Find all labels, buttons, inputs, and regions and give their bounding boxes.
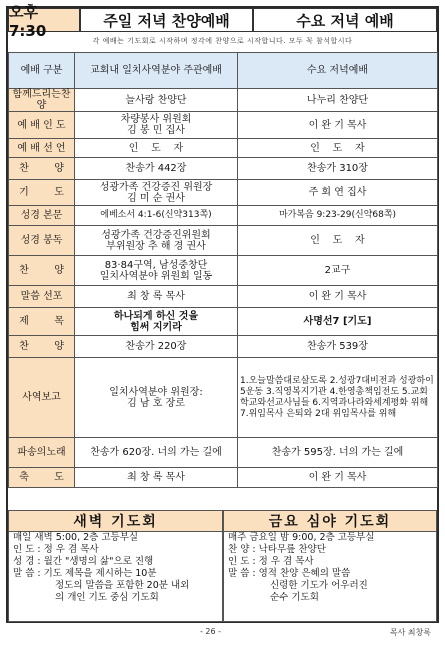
table-row [9,226,438,256]
row-label: 제 목 [9,308,75,336]
row-label: 찬 양 [9,336,75,358]
page-number: - 26 - [200,627,222,636]
sunday-cell: 에베소서 4:1-6(신약313쪽) [75,206,238,226]
table-row [9,468,438,488]
table-row [9,256,438,286]
wednesday-cell: 찬송가 595장. 너의 가는 길에 [238,438,438,468]
wednesday-cell: 인 도 자 [238,139,438,158]
sunday-cell: 늘사랑 찬양단 [75,89,238,112]
wednesday-cell: 마가복음 9:23-29(신약68쪽) [238,206,438,226]
table-header-row [9,53,438,89]
service-order-table [8,52,438,488]
notice-text: 각 예배는 기도회로 시작하며 정각에 찬양으로 시작합니다. 모두 꼭 참석합시다 [92,37,353,45]
sunday-cell: 찬송가 220장 [75,336,238,358]
row-label: 찬 양 [9,158,75,180]
sunday-cell: 최 창 록 목사 [75,286,238,308]
table-row [9,89,438,112]
dawn-line: 정도의 말씀을 포함한 20분 내외 [55,580,190,591]
wednesday-cell: 2교구 [238,256,438,286]
table-row [9,308,438,336]
dawn-line: 매일 새벽 5:00, 2층 고등부실 [13,532,139,543]
row-label: 파송의노래 [9,438,75,468]
friday-line: 순수 기도회 [270,592,319,603]
sunday-cell: 차량봉사 위원회 김 봉 민 집사 [75,112,238,139]
table-row [9,286,438,308]
wednesday-sermon-title: 사명선7 [기도] [238,308,438,336]
sunday-cell: 찬송가 442장 [75,158,238,180]
sunday-cell: 성광가족 건강증진 위원장 김 미 순 권사 [75,180,238,206]
dawn-line: 의 개인 기도 중심 기도회 [55,592,159,603]
row-label: 함께드리는찬양 [9,89,75,112]
wednesday-cell: 나누리 찬양단 [238,89,438,112]
sunday-cell: 찬송가 620장. 너의 가는 길에 [75,438,238,468]
row-label: 축 도 [9,468,75,488]
table-row [9,180,438,206]
wednesday-service-title: 수요 저녁 예배 [253,8,437,32]
dawn-line: 성 경 : 월간 "생명의 삶"으로 진행 [13,556,154,567]
wednesday-cell: 찬송가 539장 [238,336,438,358]
row-label: 사역보고 [9,358,75,438]
prayer-topics: 1.오늘말씀대로살도록 2.성광7대비전과 성광하이5운동 3.직영복지기관 4.한영총책임전도 5.교회학교와선교사님들 6.지역과나라와세계평화 위해 7.위임목사 은퇴와 2대 위임목사를 위해 [238,358,438,438]
wednesday-cell: 이 완 기 목사 [238,468,438,488]
wednesday-cell: 인 도 자 [238,226,438,256]
column-header-sunday: 교회내 일치사역분야 주관예배 [75,53,238,89]
friday-line: 신령한 기도가 어우러진 [270,580,368,591]
wednesday-cell: 주 회 연 집사 [238,180,438,206]
dawn-line: 인 도 : 정 우 겸 목사 [13,544,99,555]
row-label: 기 도 [9,180,75,206]
friday-prayer-box [223,510,437,622]
row-label: 예 배 선 언 [9,139,75,158]
dawn-prayer-title: 새벽 기도회 [9,511,222,532]
row-label: 찬 양 [9,256,75,286]
service-time: 오후 7:30 [8,8,80,32]
table-row [9,139,438,158]
dawn-prayer-box [8,510,223,622]
table-row [9,206,438,226]
friday-line: 매주 금요일 밤 9:00, 2층 고등부실 [228,532,375,543]
sunday-cell: 최 창 록 목사 [75,468,238,488]
sunday-cell: 일치사역분야 위원장: 김 남 호 장로 [75,358,238,438]
friday-prayer-title: 금요 심야 기도회 [224,511,436,532]
table-row [9,336,438,358]
header-bar [8,2,437,40]
sermon-title: 하나되게 하신 것을 힘써 지키라 [75,308,238,336]
table-row [9,158,438,180]
sunday-cell: 83·84구역, 남성중창단 일치사역분야 위원회 일동 [75,256,238,286]
sunday-service-title: 주일 저녁 찬양예배 [80,8,253,32]
row-label: 예 배 인 도 [9,112,75,139]
wednesday-cell: 이 완 기 목사 [238,286,438,308]
table-row [9,112,438,139]
wednesday-cell: 이 완 기 목사 [238,112,438,139]
row-label: 말씀 선포 [9,286,75,308]
author-credit: 목사 최창록 [389,628,431,637]
prayer-meetings [8,510,437,622]
table-row [9,358,438,438]
friday-line: 말 씀 : 영적 찬양 은혜의 말씀 [228,568,351,579]
wednesday-cell: 찬송가 310장 [238,158,438,180]
row-label: 성경 본문 [9,206,75,226]
row-label: 성경 봉독 [9,226,75,256]
sunday-cell: 성광가족 건강증진위원회 부위원장 추 해 경 권사 [75,226,238,256]
column-header-wednesday: 수요 저녁예배 [238,53,438,89]
sunday-cell: 인 도 자 [75,139,238,158]
table-row [9,438,438,468]
dawn-line: 말 씀 : 기도 제목을 제시하는 10분 [13,568,157,579]
friday-line: 찬 양 : 낙타무릎 찬양단 [228,544,326,555]
column-header-label: 예배 구분 [9,53,75,89]
friday-line: 인 도 : 정 우 겸 목사 [228,556,314,567]
